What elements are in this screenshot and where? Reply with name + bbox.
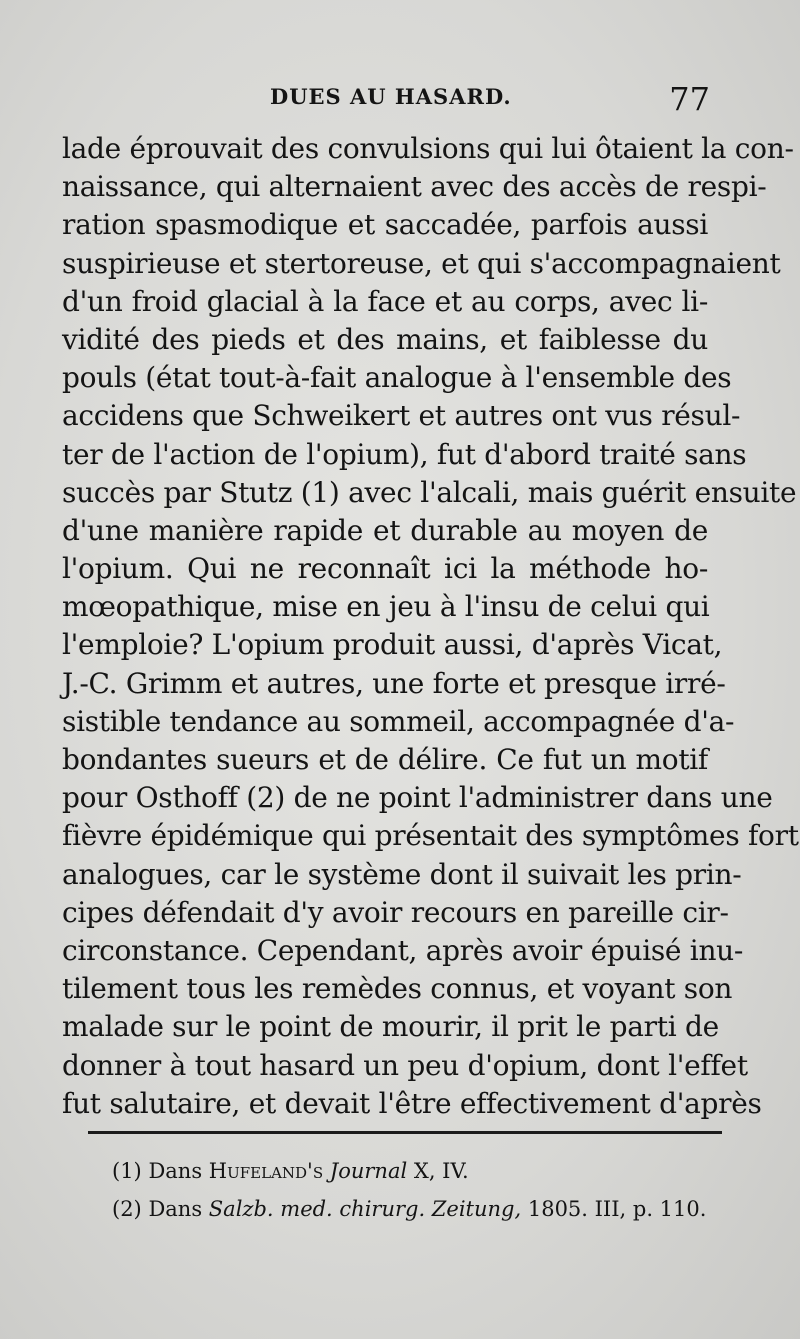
text-line: tilement tous les remèdes connus, et voyant son: [62, 972, 733, 1006]
text-line: pour Osthoff (2) de ne point l'administrer dans une: [62, 781, 773, 815]
footnote-marker: (2): [112, 1197, 142, 1221]
text-line: cipes défendait d'y avoir recours en pareille cir-: [62, 895, 729, 929]
text-line: bondantes sueurs et de délire. Ce fut un motif: [62, 743, 708, 776]
footnote-prefix: Dans: [148, 1159, 203, 1183]
text-line: ration spasmodique et saccadée, parfois aussi: [62, 208, 708, 242]
text-line: accidens que Schweikert et autres ont vus résul-: [62, 399, 741, 433]
text-line: malade sur le point de mourir, il prit le parti de: [62, 1010, 719, 1044]
page-header: [60, 80, 710, 120]
text-line: J.-C. Grimm et autres, une forte et presque irré-: [62, 666, 726, 700]
text-line: donner à tout hasard un peu d'opium, dont l'effet: [62, 1048, 748, 1082]
text-line: pouls (état tout-à-fait analogue à l'ensemble des: [62, 361, 732, 395]
text-line: analogues, car le système dont il suivait les prin-: [62, 857, 742, 891]
body-text: [62, 130, 799, 1123]
footnote-rest: X, IV.: [413, 1159, 469, 1183]
text-line: l'opium. Qui ne reconnaît ici la méthode ho-: [62, 552, 708, 586]
footnote-author: Hufeland's: [208, 1159, 324, 1183]
text-line: mœopathique, mise en jeu à l'insu de celui qui: [62, 590, 710, 624]
footnote-rule: [88, 1131, 722, 1134]
footnote-rest: 1805. III, p. 110.: [527, 1197, 707, 1221]
text-line: naissance, qui alternaient avec des accès de respi-: [62, 170, 767, 204]
text-line: sistible tendance au sommeil, accompagnée d'a-: [62, 704, 735, 738]
page-number: 77: [669, 80, 710, 118]
footnote-marker: (1): [112, 1159, 142, 1183]
text-line: l'emploie? L'opium produit aussi, d'après Vicat,: [62, 628, 723, 662]
footnote-2: [112, 1190, 728, 1228]
text-line: fièvre épidémique qui présentait des symptômes fort: [62, 819, 799, 853]
footnote-prefix: Dans: [148, 1197, 203, 1221]
footnotes: [112, 1152, 728, 1228]
footnote-1: [112, 1152, 728, 1190]
text-line: circonstance. Cependant, après avoir épuisé inu-: [62, 933, 744, 967]
running-head: DUES AU HASARD.: [270, 84, 512, 109]
text-line: suspirieuse et stertoreuse, et qui s'accompagnaient: [62, 246, 781, 280]
footnote-journal: Salzb. med. chirurg. Zeitung,: [208, 1197, 522, 1221]
text-line: succès par Stutz (1) avec l'alcali, mais guérit ensuite: [62, 475, 797, 509]
text-line: ter de l'action de l'opium), fut d'abord traité sans: [62, 437, 747, 471]
footnote-journal: Journal: [329, 1159, 408, 1183]
text-line: vidité des pieds et des mains, et faiblesse du: [62, 322, 708, 356]
text-line: d'un froid glacial à la face et au corps, avec li-: [62, 284, 708, 318]
text-line: d'une manière rapide et durable au moyen de: [62, 513, 708, 547]
text-line: fut salutaire, et devait l'être effectivement d'après: [62, 1086, 762, 1120]
text-line: lade éprouvait des convulsions qui lui ôtaient la con-: [62, 132, 794, 165]
